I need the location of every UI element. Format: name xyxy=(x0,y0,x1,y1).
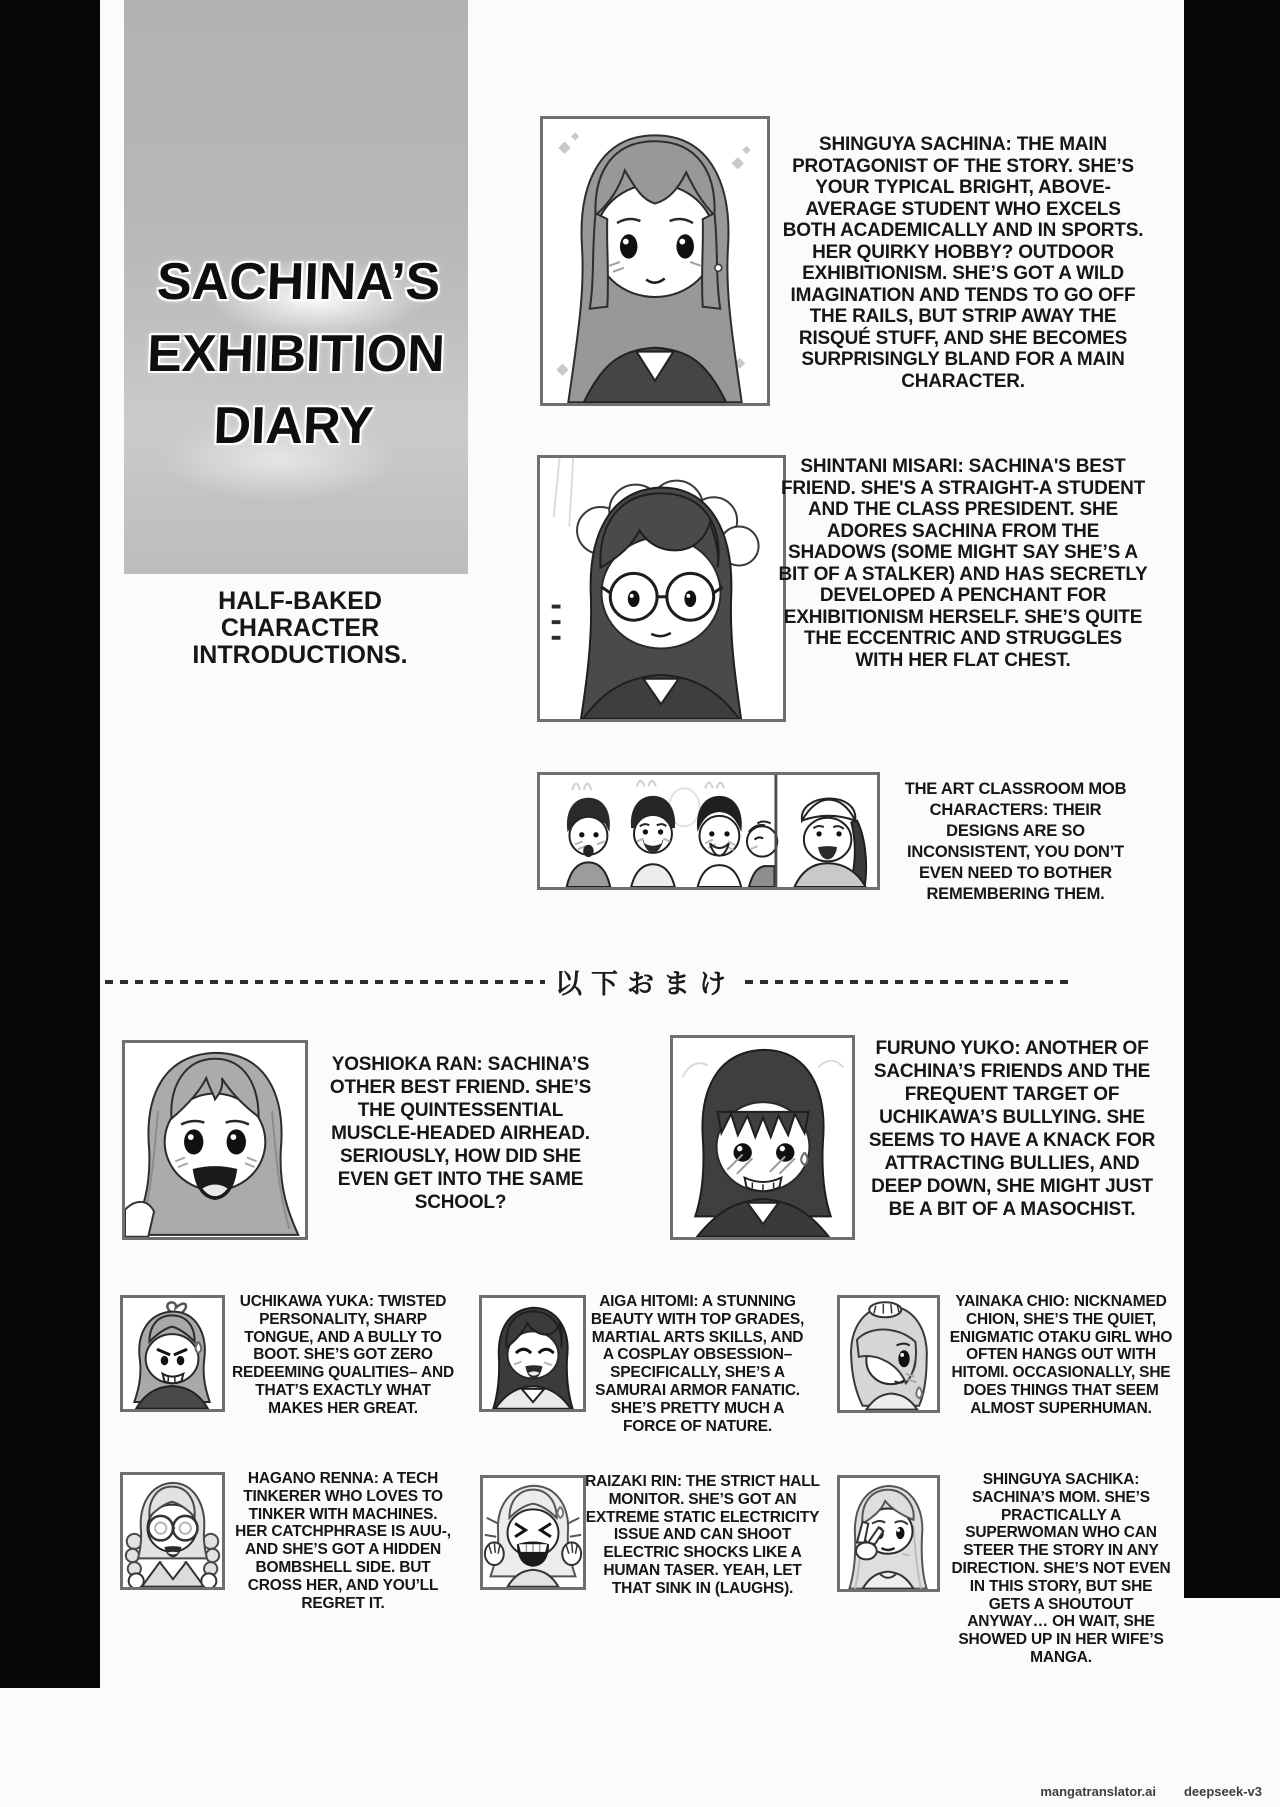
desc-ran: YOSHIOKA RAN: SACHINA’S OTHER BEST FRIEND. SHE’S THE QUINTESSENTIAL MUSCLE-HEADED AIRHEAD. SERIOUSLY, HOW DID SHE EVEN GET INTO THE SAME SCHOOL? xyxy=(329,1054,592,1213)
title-line-2: EXHIBITION xyxy=(146,325,446,383)
desc-yuka: UCHIKAWA YUKA: TWISTED PERSONALITY, SHARP TONGUE, AND A BULLY TO BOOT. SHE’S GOT ZERO REDEEMING QUALITIES– AND THAT’S EXACTLY WHAT MAKES HER GREAT. xyxy=(232,1293,454,1417)
desc-rin: RAIZAKI RIN: THE STRICT HALL MONITOR. SHE’S GOT AN EXTREME STATIC ELECTRICITY ISSUE AND CAN SHOOT ELECTRIC SHOCKS LIKE A HUMAN TASER. YEAH, LET THAT SINK IN (LAUGHS). xyxy=(585,1473,820,1597)
desc-chio: YAINAKA CHIO: NICKNAMED CHION, SHE’S THE QUIET, ENIGMATIC OTAKU GIRL WHO OFTEN HANGS OUT WITH HITOMI. OCCASIONALLY, SHE DOES THINGS THAT SEEM ALMOST SUPERHUMAN. xyxy=(949,1293,1173,1417)
desc-mob: THE ART CLASSROOM MOB CHARACTERS: THEIR DESIGNS ARE SO INCONSISTENT, YOU DON’T EVEN NEED TO BOTHER REMEMBERING THEM. xyxy=(904,780,1127,903)
desc-misari: SHINTANI MISARI: SACHINA'S BEST FRIEND. SHE'S A STRAIGHT-A STUDENT AND THE CLASS PRESIDENT. SHE ADORES SACHINA FROM THE SHADOWS (SOME MIGHT SAY SHE’S A BIT OF A STALKER) AND HAS SECRETLY DEVELOPED A PENCHANT FOR EXHIBITIONISM HERSELF. SHE’S QUITE THE ECCENTRIC AND STRUGGLES WITH HER FLAT CHEST. xyxy=(778,456,1148,671)
portrait-renna xyxy=(120,1472,225,1590)
divider-dash-right xyxy=(745,980,1075,984)
desc-sachika: SHINGUYA SACHIKA: SACHINA’S MOM. SHE’S PRACTICALLY A SUPERWOMAN WHO CAN STEER THE STORY IN ANY DIRECTION. SHE’S NOT EVEN IN THIS STORY, BUT SHE GETS A SHOUTOUT ANYWAY… OH WAIT, SHE SHOWED UP IN HER WIFE’S MANGA. xyxy=(951,1471,1171,1666)
bonus-divider xyxy=(105,962,1075,1001)
divider-label: 以下おまけ xyxy=(555,969,735,999)
page-title xyxy=(120,246,472,462)
rin-illustration xyxy=(483,1478,583,1587)
portrait-misari xyxy=(537,455,786,722)
portrait-yuko xyxy=(670,1035,855,1240)
page-subtitle xyxy=(145,588,455,669)
subtitle-line-3: INTRODUCTIONS. xyxy=(192,641,408,669)
portrait-mob-strip xyxy=(537,772,880,890)
portrait-chio xyxy=(837,1295,940,1413)
portrait-sachika xyxy=(837,1475,940,1592)
chio-illustration xyxy=(840,1298,937,1410)
watermark-site: mangatranslator.ai xyxy=(1040,1784,1156,1799)
desc-sachina: SHINGUYA SACHINA: THE MAIN PROTAGONIST OF THE STORY. SHE’S YOUR TYPICAL BRIGHT, ABOVE-AVERAGE STUDENT WHO EXCELS BOTH ACADEMICALLY AND IN SPORTS. HER QUIRKY HOBBY? OUTDOOR EXHIBITIONISM. SHE’S GOT A WILD IMAGINATION AND TENDS TO GO OFF THE RAILS, BUT STRIP AWAY THE RISQUÉ STUFF, AND SHE BECOMES SURPRISINGLY BLAND FOR A MAIN CHARACTER. xyxy=(782,134,1144,392)
yuka-illustration xyxy=(123,1298,222,1409)
renna-illustration xyxy=(123,1475,222,1587)
scan-border-right xyxy=(1184,0,1280,1598)
portrait-rin xyxy=(480,1475,586,1590)
mob-illustration xyxy=(540,775,877,887)
desc-yuko: FURUNO YUKO: ANOTHER OF SACHINA’S FRIENDS AND THE FREQUENT TARGET OF UCHIKAWA’S BULLYING. SHE SEEMS TO HAVE A KNACK FOR ATTRACTING BULLIES, AND DEEP DOWN, SHE MIGHT JUST BE A BIT OF A MASOCHIST. xyxy=(868,1038,1156,1220)
title-line-3: DIARY xyxy=(212,397,375,455)
hitomi-illustration xyxy=(482,1298,583,1409)
title-panel xyxy=(124,0,468,574)
watermark xyxy=(1040,1784,1262,1799)
desc-renna: HAGANO RENNA: A TECH TINKERER WHO LOVES TO TINKER WITH MACHINES. HER CATCHPHRASE IS AUU-, AND SHE’S GOT A HIDDEN BOMBSHELL SIDE. BUT CROSS HER, AND YOU’LL REGRET IT. xyxy=(235,1470,451,1612)
misari-illustration xyxy=(540,458,783,719)
portrait-hitomi xyxy=(479,1295,586,1412)
title-line-1: SACHINA’S xyxy=(155,253,442,311)
portrait-yuka xyxy=(120,1295,225,1412)
yuko-illustration xyxy=(673,1038,852,1237)
portrait-sachina xyxy=(540,116,770,406)
scan-border-left xyxy=(0,0,100,1688)
watermark-model: deepseek-v3 xyxy=(1183,1784,1262,1799)
sachika-illustration xyxy=(840,1478,937,1589)
divider-dash-left xyxy=(105,980,545,984)
ran-illustration xyxy=(125,1043,305,1237)
portrait-ran xyxy=(122,1040,308,1240)
desc-hitomi: AIGA HITOMI: A STUNNING BEAUTY WITH TOP GRADES, MARTIAL ARTS SKILLS, AND A COSPLAY OBSESSION– SPECIFICALLY, SHE’S A SAMURAI ARMOR FANATIC. SHE’S PRETTY MUCH A FORCE OF NATURE. xyxy=(590,1293,805,1435)
subtitle-line-1: HALF-BAKED xyxy=(218,587,382,615)
subtitle-line-2: CHARACTER xyxy=(220,614,380,642)
sachina-illustration xyxy=(543,119,767,403)
